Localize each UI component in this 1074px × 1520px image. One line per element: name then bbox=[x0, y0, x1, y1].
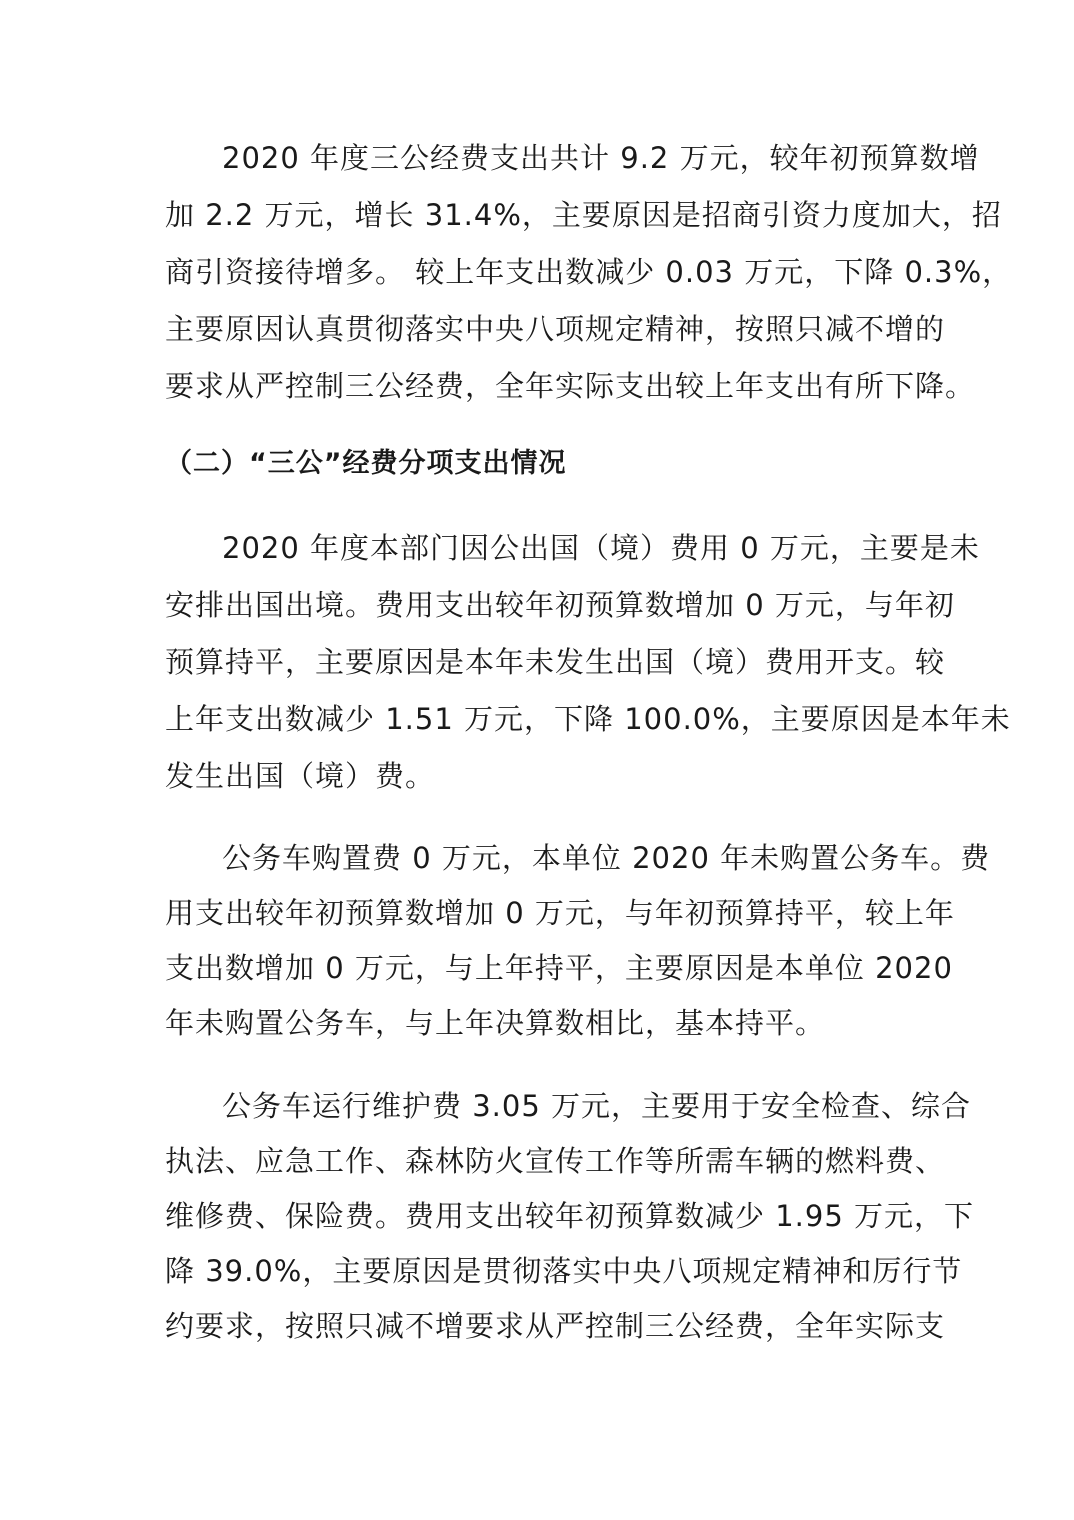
text-line: 降 39.0%，主要原因是贯彻落实中央八项规定精神和厉行节 bbox=[165, 1254, 963, 1288]
text-line: 安排出国出境。费用支出较年初预算数增加 0 万元，与年初 bbox=[165, 588, 955, 622]
text-line: 公务车运行维护费 3.05 万元，主要用于安全检查、综合 bbox=[222, 1089, 972, 1123]
text-line: 用支出较年初预算数增加 0 万元，与年初预算持平，较上年 bbox=[165, 896, 955, 930]
text-line: 发生出国（境）费。 bbox=[165, 759, 436, 793]
text-line: 支出数增加 0 万元，与上年持平，主要原因是本单位 2020 bbox=[165, 951, 953, 985]
text-line: 要求从严控制三公经费，全年实际支出较上年支出有所下降。 bbox=[165, 369, 976, 403]
text-line: 主要原因认真贯彻落实中央八项规定精神，按照只减不增的 bbox=[165, 312, 946, 346]
text-line: 约要求，按照只减不增要求从严控制三公经费，全年实际支 bbox=[165, 1309, 946, 1343]
text-line: 年未购置公务车，与上年决算数相比，基本持平。 bbox=[165, 1006, 826, 1040]
text-line: 2020 年度三公经费支出共计 9.2 万元，较年初预算数增 bbox=[222, 141, 980, 175]
text-line: 商引资接待增多。 较上年支出数减少 0.03 万元，下降 0.3%， bbox=[165, 255, 1013, 289]
section-heading: （二）“三公”经费分项支出情况 bbox=[165, 448, 567, 479]
text-line: 公务车购置费 0 万元，本单位 2020 年未购置公务车。费 bbox=[222, 841, 991, 875]
text-line: 预算持平，主要原因是本年未发生出国（境）费用开支。较 bbox=[165, 645, 946, 679]
text-line: 执法、应急工作、森林防火宣传工作等所需车辆的燃料费、 bbox=[165, 1144, 946, 1178]
text-line: 维修费、保险费。费用支出较年初预算数减少 1.95 万元，下 bbox=[165, 1199, 975, 1233]
text-line: 2020 年度本部门因公出国（境）费用 0 万元，主要是未 bbox=[222, 531, 980, 565]
text-line: 加 2.2 万元，增长 31.4%，主要原因是招商引资力度加大，招 bbox=[165, 198, 1002, 232]
text-line: 上年支出数减少 1.51 万元，下降 100.0%，主要原因是本年未 bbox=[165, 702, 1011, 736]
